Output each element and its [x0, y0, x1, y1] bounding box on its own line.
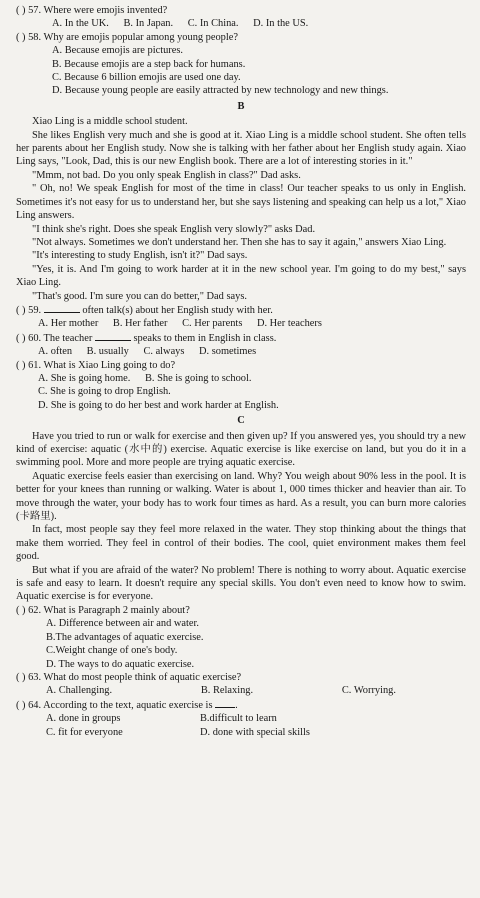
q58-option-a[interactable]: A. Because emojis are pictures. — [52, 45, 183, 57]
q60-option-b[interactable]: B. usually — [86, 346, 129, 358]
q60-answer-blank[interactable] — [95, 331, 131, 341]
q57-option-d[interactable]: D. In the US. — [253, 18, 309, 30]
question-59: ( ) 59. often talk(s) about her English study with her. — [16, 304, 273, 316]
q57-option-c[interactable]: C. In China. — [187, 18, 239, 30]
q58-option-d[interactable]: D. Because young people are easily attracted by new technology and new things. — [52, 85, 389, 97]
q59-option-d[interactable]: D. Her teachers — [256, 318, 322, 330]
q64-answer-blank[interactable] — [215, 698, 235, 708]
question-61: ( ) 61. What is Xiao Ling going to do? — [16, 359, 176, 371]
section-c-para-3: In fact, most people say they feel more relaxed in the water. They stop thinking about the things that make them worried. They feel in control of their bodies. The cool, quiet environment makes them feel good. — [16, 524, 466, 563]
q64-options-cd — [16, 726, 466, 739]
q61-option-a[interactable]: A. She is going home. — [38, 372, 131, 384]
q59-option-a[interactable]: A. Her mother — [38, 318, 99, 330]
q59-answer-blank[interactable] — [44, 303, 80, 313]
q58-option-b[interactable]: B. Because emojis are a step back for humans. — [52, 58, 246, 70]
q62-option-b[interactable]: B.The advantages of aquatic exercise. — [46, 631, 204, 643]
q63-option-a[interactable]: A. Challenging. — [46, 685, 113, 697]
section-c-heading: C — [237, 415, 245, 427]
q57-options — [16, 17, 466, 30]
question-63: ( ) 63. What do most people think of aquatic exercise? — [16, 671, 242, 683]
q60-options — [16, 345, 466, 358]
q59-options — [16, 317, 466, 330]
q61-options-ab — [16, 372, 466, 385]
section-b-para-9: "That's good. I'm sure you can do better," Dad says. — [32, 290, 247, 302]
q63-option-b[interactable]: B. Relaxing. — [200, 685, 254, 697]
q63-options — [16, 684, 466, 697]
q62-option-c[interactable]: C.Weight change of one's body. — [46, 645, 178, 657]
question-57: ( ) 57. Where were emojis invented? — [16, 5, 168, 16]
q60-option-c[interactable]: C. always — [143, 346, 185, 358]
section-b-para-2: She likes English very much and she is good at it. Xiao Ling is a middle school student. She often tells her parents about her English study. Now she is talking with her father about her English study again. Xiao Ling says, "Look, Dad, this is our new English book. There are a lot of interesting stories in it." — [16, 129, 466, 168]
section-b-para-8: "Yes, it is. And I'm going to work harder at it in the new school year. I'm going to do my best," says Xiao Ling. — [16, 263, 466, 289]
q61-option-b[interactable]: B. She is going to school. — [144, 372, 252, 384]
q58-option-c[interactable]: C. Because 6 billion emojis are used one day. — [52, 72, 241, 84]
q64-option-d[interactable]: D. done with special skills — [200, 726, 310, 738]
q57-option-a[interactable]: A. In the UK. — [52, 18, 109, 30]
question-64: ( ) 64. According to the text, aquatic exercise is . — [16, 699, 238, 711]
q60-option-a[interactable]: A. often — [38, 346, 73, 358]
question-60: ( ) 60. The teacher speaks to them in English in class. — [16, 332, 277, 344]
question-58: ( ) 58. Why are emojis popular among young people? — [16, 31, 238, 43]
q61-option-d[interactable]: D. She is going to do her best and work harder at English. — [38, 399, 279, 411]
q63-option-c[interactable]: C. Worrying. — [341, 685, 396, 697]
section-b-para-7: "It's interesting to study English, isn't it?" Dad says. — [32, 250, 248, 262]
question-62: ( ) 62. What is Paragraph 2 mainly about? — [16, 604, 190, 616]
section-b-heading: B — [237, 100, 245, 112]
section-b-para-3: "Mmm, not bad. Do you only speak English in class?" Dad asks. — [32, 169, 301, 181]
q64-option-a[interactable]: A. done in groups — [46, 713, 121, 725]
q59-option-c[interactable]: C. Her parents — [182, 318, 243, 330]
q60-option-d[interactable]: D. sometimes — [199, 346, 257, 358]
section-c-para-2: Aquatic exercise feels easier than exercising on land. Why? You weigh about 90% less in the pool. It is better for your knees than running or walking. Water is about 1, 000 times thicker and heavier than air. To move through the water, your body has to work four times as hard. As a result, you can burn more calories (卡路里). — [16, 470, 466, 523]
q59-option-b[interactable]: B. Her father — [112, 318, 168, 330]
q62-option-a[interactable]: A. Difference between air and water. — [46, 618, 199, 630]
section-b-para-5: "I think she's right. Does she speak English very slowly?" asks Dad. — [32, 223, 316, 235]
section-b-para-1: Xiao Ling is a middle school student. — [32, 116, 188, 128]
q64-options-ab — [16, 712, 466, 725]
section-c-para-4: But what if you are afraid of the water? No problem! There is nothing to worry about. Aquatic exercise is safe and easy to learn. It doesn't require any special skills. You don't even need to know how to swim. Aquatic exercise is for everyone. — [16, 564, 466, 603]
q61-option-c[interactable]: C. She is going to drop English. — [38, 386, 171, 398]
q57-option-b[interactable]: B. In Japan. — [123, 18, 174, 30]
q62-option-d[interactable]: D. The ways to do aquatic exercise. — [46, 658, 195, 670]
q64-option-b[interactable]: B.difficult to learn — [200, 713, 277, 725]
section-b-para-4: " Oh, no! We speak English for most of the time in class! Our teacher speaks to us only in English. Sometimes it's not easy for us to understand her, but she says listening and speaking can help us a lot," Xiao Ling answers. — [16, 183, 466, 222]
section-b-para-6: "Not always. Sometimes we don't understand her. Then she has to say it again," answers Xiao Ling. — [32, 236, 447, 248]
q64-option-c[interactable]: C. fit for everyone — [46, 726, 123, 738]
section-c-para-1: Have you tried to run or walk for exercise and then given up? If you answered yes, you should try a new kind of exercise: aquatic (水中的) exercise. Aquatic exercise is like exercise on land, but you do it in a swimming pool. More and more people are trying aquatic exercise. — [16, 430, 466, 469]
